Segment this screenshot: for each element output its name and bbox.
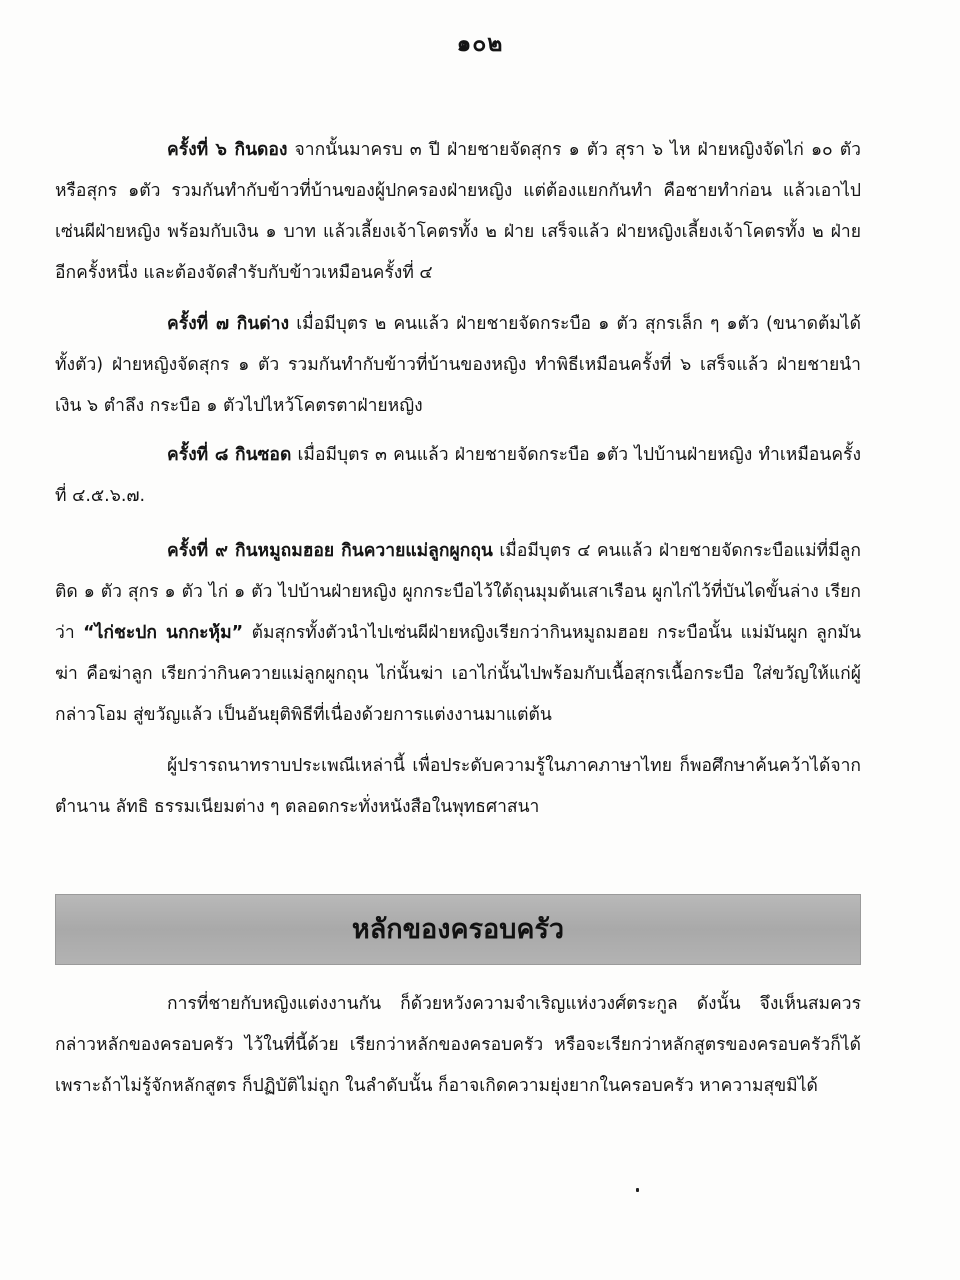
ceremony-9-heading: ครั้งที่ ๙ กินหมูถมฮอย กินควายแม่ลูกผูกถุน: [167, 541, 493, 561]
ceremony-7-heading: ครั้งที่ ๗ กินด่าง: [167, 314, 290, 334]
ceremony-9-quote: “ไก่ชะปก นกกะหุ้ม”: [83, 623, 244, 643]
paragraph-ceremony-8: [55, 435, 861, 517]
paragraph-family-principles: การที่ชายกับหญิงแต่งงานกัน ก็ด้วยหวังความจำเริญแห่งวงศ์ตระกูล ดังนั้น จึงเห็นสมควรกล่าวหลักของครอบครัว ไว้ในที่นี้ด้วย เรียกว่าหลักของครอบครัว หรือจะเรียกว่าหลักสูตรของครอบครัวก็ได้ เพราะถ้าไม่รู้จักหลักสูตร ก็ปฏิบัติไม่ถูก ในลำดับนั้น ก็อาจเกิดความยุ่งยากในครอบครัว หาความสุขมิได้: [55, 994, 861, 1096]
paragraph-ceremony-7: [55, 304, 861, 427]
ceremony-9-text-a: เมื่อมีบุตร ๔ คนแล้ว ฝ่ายชายจัดกระบือแม่ที่มีลูกติด ๑ ตัว สุกร ๑ ตัว ไก่ ๑ ตัว ไปบ้านฝ่ายหญิง ผูกกระบือไว้ใต้ถุนมุมต้นเสาเรือน ผูกไก่ไว้ที่บันไดขั้นล่าง เรียกว่า: [55, 541, 861, 643]
paragraph-ceremony-9: [55, 531, 861, 736]
section-banner: [55, 894, 861, 965]
ceremony-6-heading: ครั้งที่ ๖ กินดอง: [167, 140, 288, 160]
ceremony-7-text: เมื่อมีบุตร ๒ คนแล้ว ฝ่ายชายจัดกระบือ ๑ ตัว สุกรเล็ก ๆ ๑ตัว (ขนาดต้มได้ทั้งตัว) ฝ่ายหญิงจัดสุกร ๑ ตัว รวมกันทำกับข้าวที่บ้านของหญิง ทำพิธีเหมือนครั้งที่ ๖ เสร็จแล้ว ฝ่ายชายนำเงิน ๖ ตำลึง กระบือ ๑ ตัวไปไหว้โคตรตาฝ่ายหญิง: [55, 314, 862, 416]
ceremony-6-text: จากนั้นมาครบ ๓ ปี ฝ่ายชายจัดสุกร ๑ ตัว สุรา ๖ ไห ฝ่ายหญิงจัดไก่ ๑๐ ตัว หรือสุกร ๑ตัว รวมกันทำกับข้าวที่บ้านของผู้ปกครองฝ่ายหญิง แต่ต้องแยกกันทำ คือชายทำก่อน แล้วเอาไปเซ่นผีฝ่ายหญิง พร้อมกับเงิน ๑ บาท แล้วเลี้ยงเจ้าโคตรทั้ง ๒ ฝ่าย เสร็จแล้ว ฝ่ายหญิงเลี้ยงเจ้าโคตรทั้ง ๒ ฝ่าย อีกครั้งหนึ่ง และต้องจัดสำรับกับข้าวเหมือนครั้งที่ ๔: [55, 140, 861, 283]
paragraph-ceremony-6: [55, 130, 861, 294]
ceremony-8-text: เมื่อมีบุตร ๓ คนแล้ว ฝ่ายชายจัดกระบือ ๑ตัว ไปบ้านฝ่ายหญิง ทำเหมือนครั้งที่ ๔.๕.๖.๗.: [55, 445, 861, 506]
scan-speck: [636, 1188, 639, 1192]
section-title: หลักของครอบครัว: [351, 914, 565, 945]
ceremony-9-text-b: ต้มสุกรทั้งตัวนำไปเซ่นผีฝ่ายหญิงเรียกว่ากินหมูถมฮอย กระบือนั้น แม่มันผูก ลูกมันฆ่า คือฆ่าลูก เรียกว่ากินควายแม่ลูกผูกถุน ไก่นั้นฆ่า เอาไก่นั้นไปพร้อมกับเนื้อสุกรเนื้อกระบือ ใส่ขวัญให้แก่ผู้กล่าวโอม สู่ขวัญแล้ว เป็นอันยุติพิธีที่เนื่องด้วยการแต่งงานมาแต่ต้น: [55, 623, 861, 725]
paragraph-closing: ผู้ปรารถนาทราบประเพณีเหล่านี้ เพื่อประดับความรู้ในภาคภาษาไทย ก็พอศึกษาค้นคว้าได้จากตำนาน ลัทธิ ธรรมเนียมต่าง ๆ ตลอดกระทั่งหนังสือในพุทธศาสนา: [55, 756, 861, 817]
ceremony-8-heading: ครั้งที่ ๘ กินซอด: [167, 445, 292, 465]
page-number: ๑๐๒: [456, 31, 504, 57]
